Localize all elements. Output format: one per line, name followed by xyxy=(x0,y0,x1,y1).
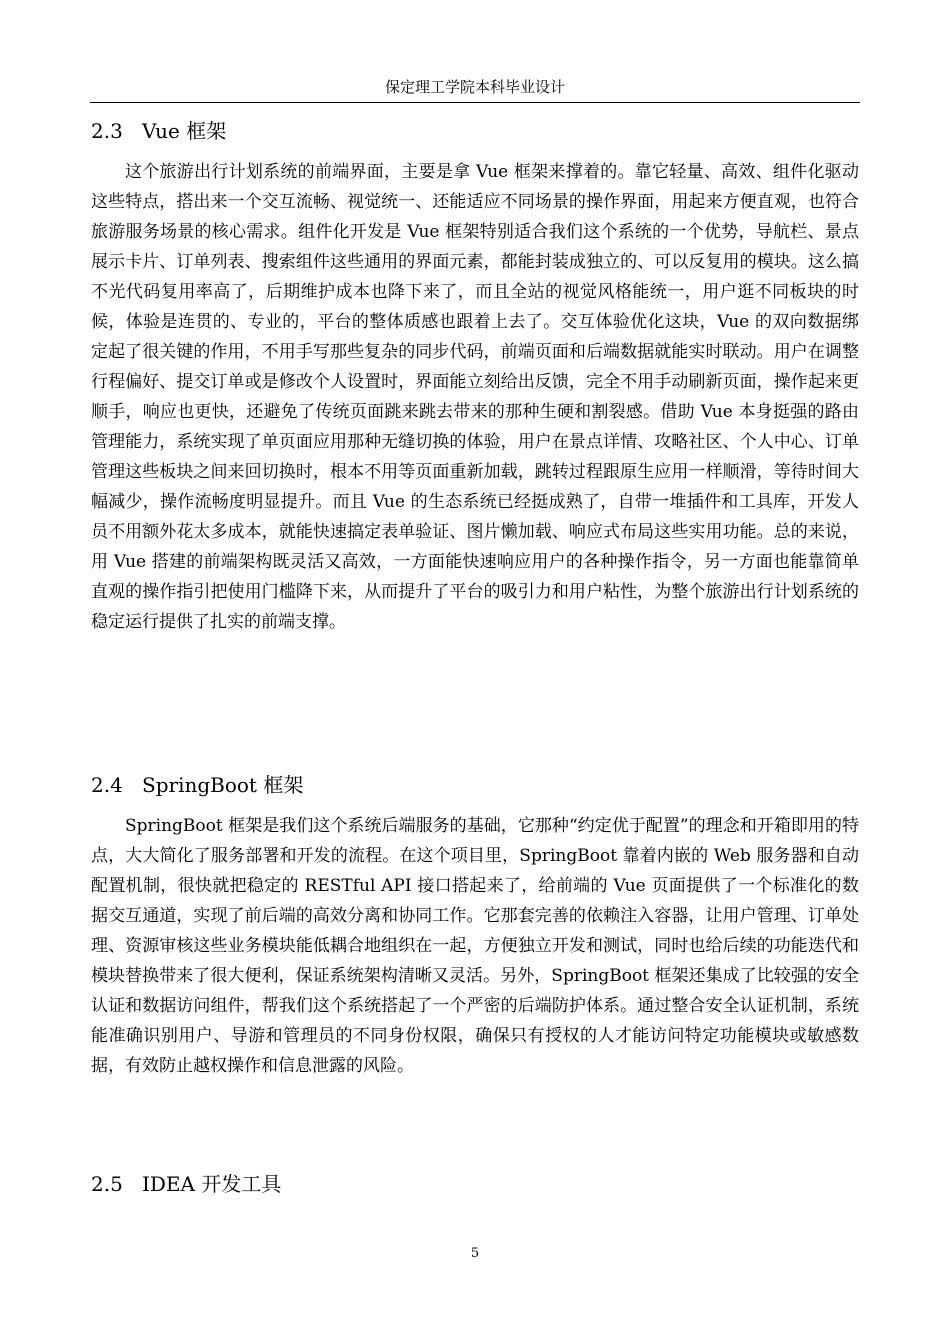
section-paragraph: SpringBoot 框架是我们这个系统后端服务的基础，它那种“约定优于配置”的理念和开箱即用的特点，大大简化了服务部署和开发的流程。在这个项目里，SpringBoot 靠着内嵌的 Web 服务器和自动配置机制，很快就把稳定的 RESTful API 接口搭起来了，给前端的 Vue 页面提供了一个标准化的数据交互通道，实现了前后端的高效分离和协同工作。它那套完善的依赖注入容器，让用户管理、订单处理、资源审核这些业务模块能低耦合地组织在一起，方便独立开发和测试，同时也给后续的功能迭代和模块替换带来了很大便利，保证系统架构清晰又灵活。另外，SpringBoot 框架还集成了比较强的安全认证和数据访问组件，帮我们这个系统搭起了一个严密的后端防护体系。通过整合安全认证机制，系统能准确识别用户、导游和管理员的不同身份权限，确保只有授权的人才能访问特定功能模块或敏感数据，有效防止越权操作和信息泄露的风险。 xyxy=(91,816,859,1076)
page-number: 5 xyxy=(470,1246,480,1261)
section-paragraph: 这个旅游出行计划系统的前端界面，主要是拿 Vue 框架来撑着的。靠它轻量、高效、组件化驱动这些特点，搭出来一个交互流畅、视觉统一、还能适应不同场景的操作界面，用起来方便直观，也符合旅游服务场景的核心需求。组件化开发是 Vue 框架特别适合我们这个系统的一个优势，导航栏、景点展示卡片、订单列表、搜索组件这些通用的界面元素，都能封装成独立的、可以反复用的模块。这么搞不光代码复用率高了，后期维护成本也降下来了，而且全站的视觉风格能统一，用户逛不同板块的时候，体验是连贯的、专业的，平台的整体质感也跟着上去了。交互体验优化这块，Vue 的双向数据绑定起了很关键的作用，不用手写那些复杂的同步代码，前端页面和后端数据就能实时联动。用户在调整行程偏好、提交订单或是修改个人设置时，界面能立刻给出反馈，完全不用手动刷新页面，操作起来更顺手，响应也更快，还避免了传统页面跳来跳去带来的那种生硬和割裂感。借助 Vue 本身挺强的路由管理能力，系统实现了单页面应用那种无缝切换的体验，用户在景点详情、攻略社区、个人中心、订单管理这些板块之间来回切换时，根本不用等页面重新加载，跳转过程跟原生应用一样顺滑，等待时间大幅减少，操作流畅度明显提升。而且 Vue 的生态系统已经挺成熟了，自带一堆插件和工具库，开发人员不用额外花太多成本，就能快速搞定表单验证、图片懒加载、响应式布局这些实用功能。总的来说，用 Vue 搭建的前端架构既灵活又高效，一方面能快速响应用户的各种操作指令，另一方面也能靠简单直观的操作指引把使用门槛降下来，从而提升了平台的吸引力和用户粘性，为整个旅游出行计划系统的稳定运行提供了扎实的前端支撑。 xyxy=(91,162,859,632)
section-number: 2.4 xyxy=(91,773,123,797)
section-heading xyxy=(91,1169,859,1199)
section-title: IDEA 开发工具 xyxy=(142,1172,282,1196)
header-title: 保定理工学院本科毕业设计 xyxy=(384,78,565,96)
section-heading xyxy=(91,770,859,800)
page-header xyxy=(90,74,860,103)
section-number: 2.3 xyxy=(91,119,123,143)
section-2-5 xyxy=(91,1169,859,1199)
section-title: SpringBoot 框架 xyxy=(142,773,304,797)
section-heading xyxy=(91,116,859,146)
section-title: Vue 框架 xyxy=(142,119,227,143)
section-number: 2.5 xyxy=(91,1172,123,1196)
section-2-3 xyxy=(91,116,859,637)
section-2-4 xyxy=(91,770,859,1081)
